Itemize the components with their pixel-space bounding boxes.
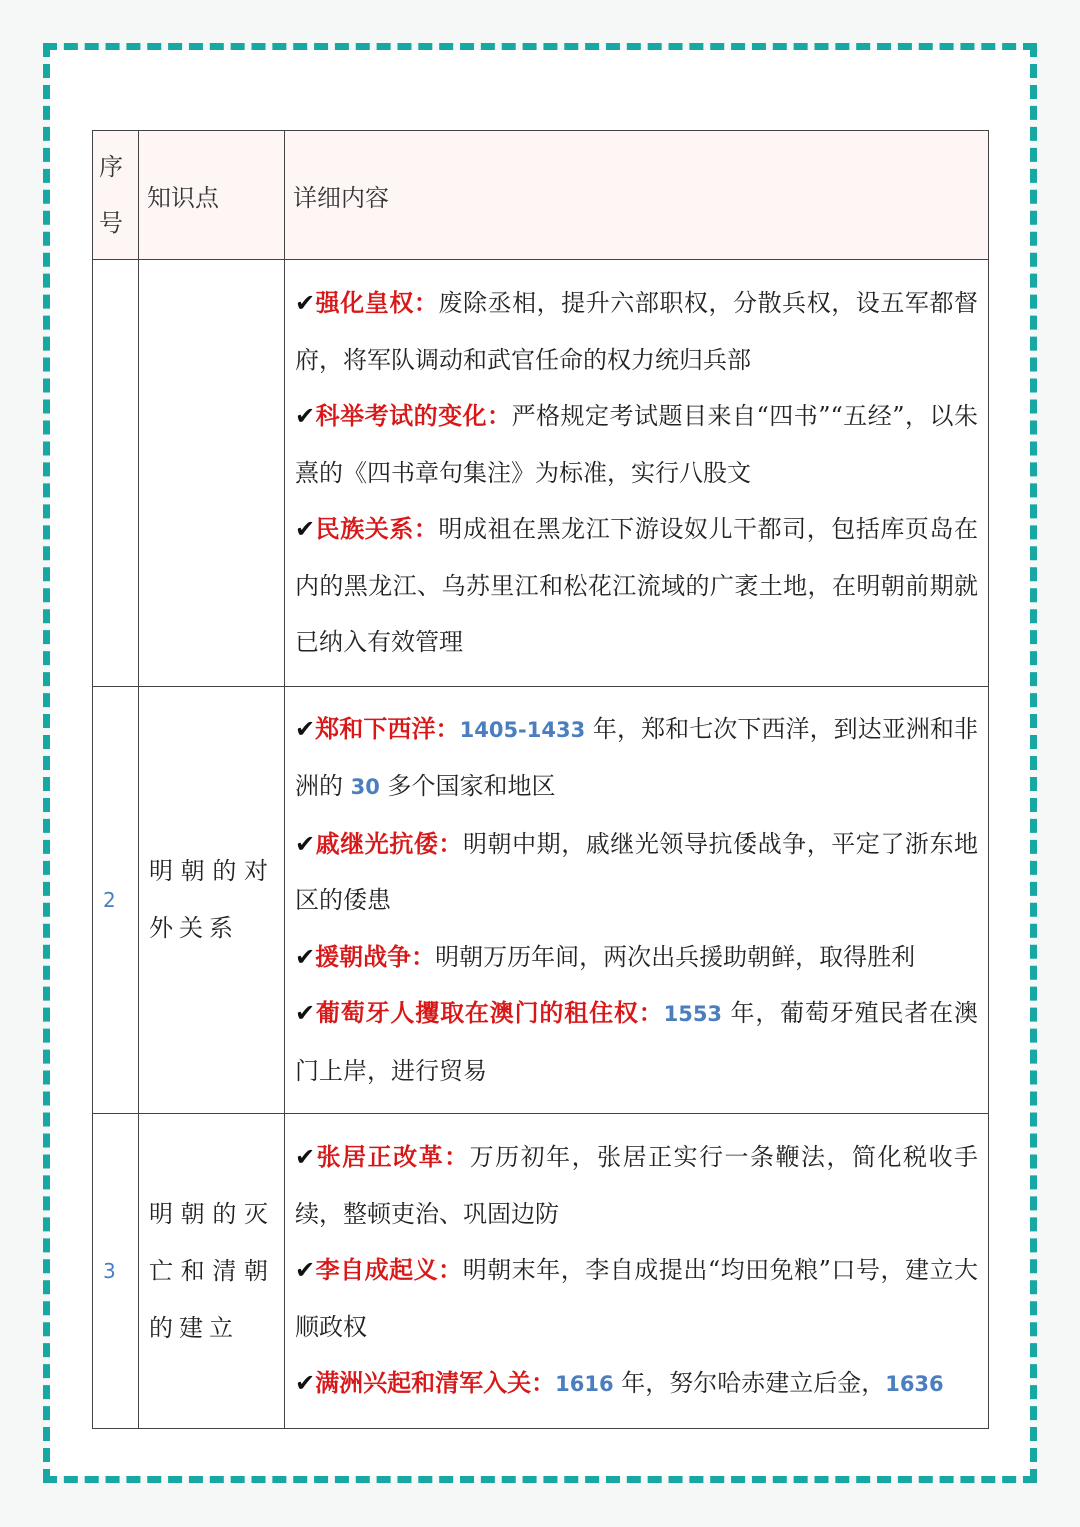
detail-item-text: 多个国家和地区	[379, 772, 556, 801]
detail-item	[295, 929, 978, 986]
detail-item-title: 戚继光抗倭：	[315, 828, 463, 858]
table-row	[93, 1114, 989, 1429]
knowledge-table	[92, 130, 989, 1429]
detail-item-title: 郑和下西洋：	[315, 713, 460, 743]
detail-item	[295, 501, 978, 671]
checkmark-icon: ✔	[295, 999, 316, 1028]
detail-item-number: 1553	[663, 1002, 723, 1027]
detail-item-text: 明朝万历年间，两次出兵援助朝鲜，取得胜利	[435, 942, 916, 971]
detail-item-text: 年，郑和七次下西洋，到达亚洲和非洲的	[295, 714, 978, 801]
detail-item-number: 30	[350, 775, 380, 800]
detail-item-title: 满洲兴起和清军入关：	[315, 1368, 556, 1398]
detail-item-title: 科举考试的变化：	[315, 401, 512, 431]
table-header-row	[93, 131, 989, 260]
row-detail	[285, 687, 989, 1114]
detail-item-text: 严格规定考试题目来自“四书”“五经”，以朱熹的《四书章句集注》为标准，实行八股文	[295, 402, 979, 487]
detail-item	[295, 816, 978, 929]
checkmark-icon: ✔	[295, 1143, 316, 1172]
row-knowledge-point: 明朝的灭亡和清朝的建立	[139, 1114, 285, 1429]
checkmark-icon: ✔	[295, 402, 316, 431]
row-number: 3	[93, 1114, 139, 1429]
checkmark-icon: ✔	[295, 515, 316, 544]
detail-item	[295, 1242, 978, 1355]
detail-item-number: 1636	[885, 1372, 944, 1397]
detail-item-title: 援朝战争：	[315, 941, 436, 971]
detail-item-text: 年，努尔哈赤建立后金，	[613, 1369, 886, 1398]
checkmark-icon: ✔	[295, 289, 316, 318]
checkmark-icon: ✔	[295, 1369, 316, 1398]
row-number: 2	[93, 687, 139, 1114]
detail-item-text: 明朝中期，戚继光领导抗倭战争，平定了浙东地区的倭患	[295, 829, 979, 915]
row-knowledge-point: 明朝的对外关系	[139, 687, 285, 1114]
detail-item-number: 1616	[555, 1372, 614, 1397]
checkmark-icon: ✔	[295, 829, 316, 858]
detail-item-title: 葡萄牙人攫取在澳门的租住权：	[315, 998, 664, 1028]
detail-item-text: 废除丞相，提升六部职权，分散兵权，设五军都督府，将军队调动和武官任命的权力统归兵部	[295, 289, 979, 374]
detail-item-title: 李自成起义：	[315, 1255, 463, 1285]
detail-item	[295, 701, 978, 816]
detail-item-text: 年，葡萄牙殖民者在澳门上岸，进行贸易	[295, 999, 978, 1085]
checkmark-icon: ✔	[295, 942, 316, 971]
header-knowledge-point: 知识点	[139, 131, 285, 260]
detail-item	[295, 388, 978, 501]
detail-item-text: 明成祖在黑龙江下游设奴儿干都司，包括库页岛在内的黑龙江、乌苏里江和松花江流域的广袤土地，在明朝前期就已纳入有效管理	[295, 515, 979, 657]
detail-item-title: 民族关系：	[315, 514, 439, 544]
detail-item-number: 1405-1433	[459, 717, 586, 742]
detail-item	[295, 985, 978, 1099]
detail-item-title: 强化皇权：	[315, 288, 439, 318]
row-number	[93, 260, 139, 687]
detail-item	[295, 1355, 978, 1413]
checkmark-icon: ✔	[295, 714, 316, 743]
detail-item-title: 张居正改革：	[315, 1142, 470, 1172]
row-detail	[285, 260, 989, 687]
detail-item-text: 明朝末年，李自成提出“均田免粮”口号，建立大顺政权	[295, 1256, 978, 1341]
checkmark-icon: ✔	[295, 1256, 316, 1285]
row-knowledge-point	[139, 260, 285, 687]
table-row	[93, 687, 989, 1114]
header-seq: 序号	[93, 131, 139, 260]
row-detail	[285, 1114, 989, 1429]
detail-item-text: 万历初年，张居正实行一条鞭法，简化税收手续，整顿吏治、巩固边防	[295, 1143, 979, 1228]
detail-item	[295, 275, 978, 388]
header-detail: 详细内容	[285, 131, 989, 260]
table-row	[93, 260, 989, 687]
detail-item	[295, 1129, 978, 1242]
